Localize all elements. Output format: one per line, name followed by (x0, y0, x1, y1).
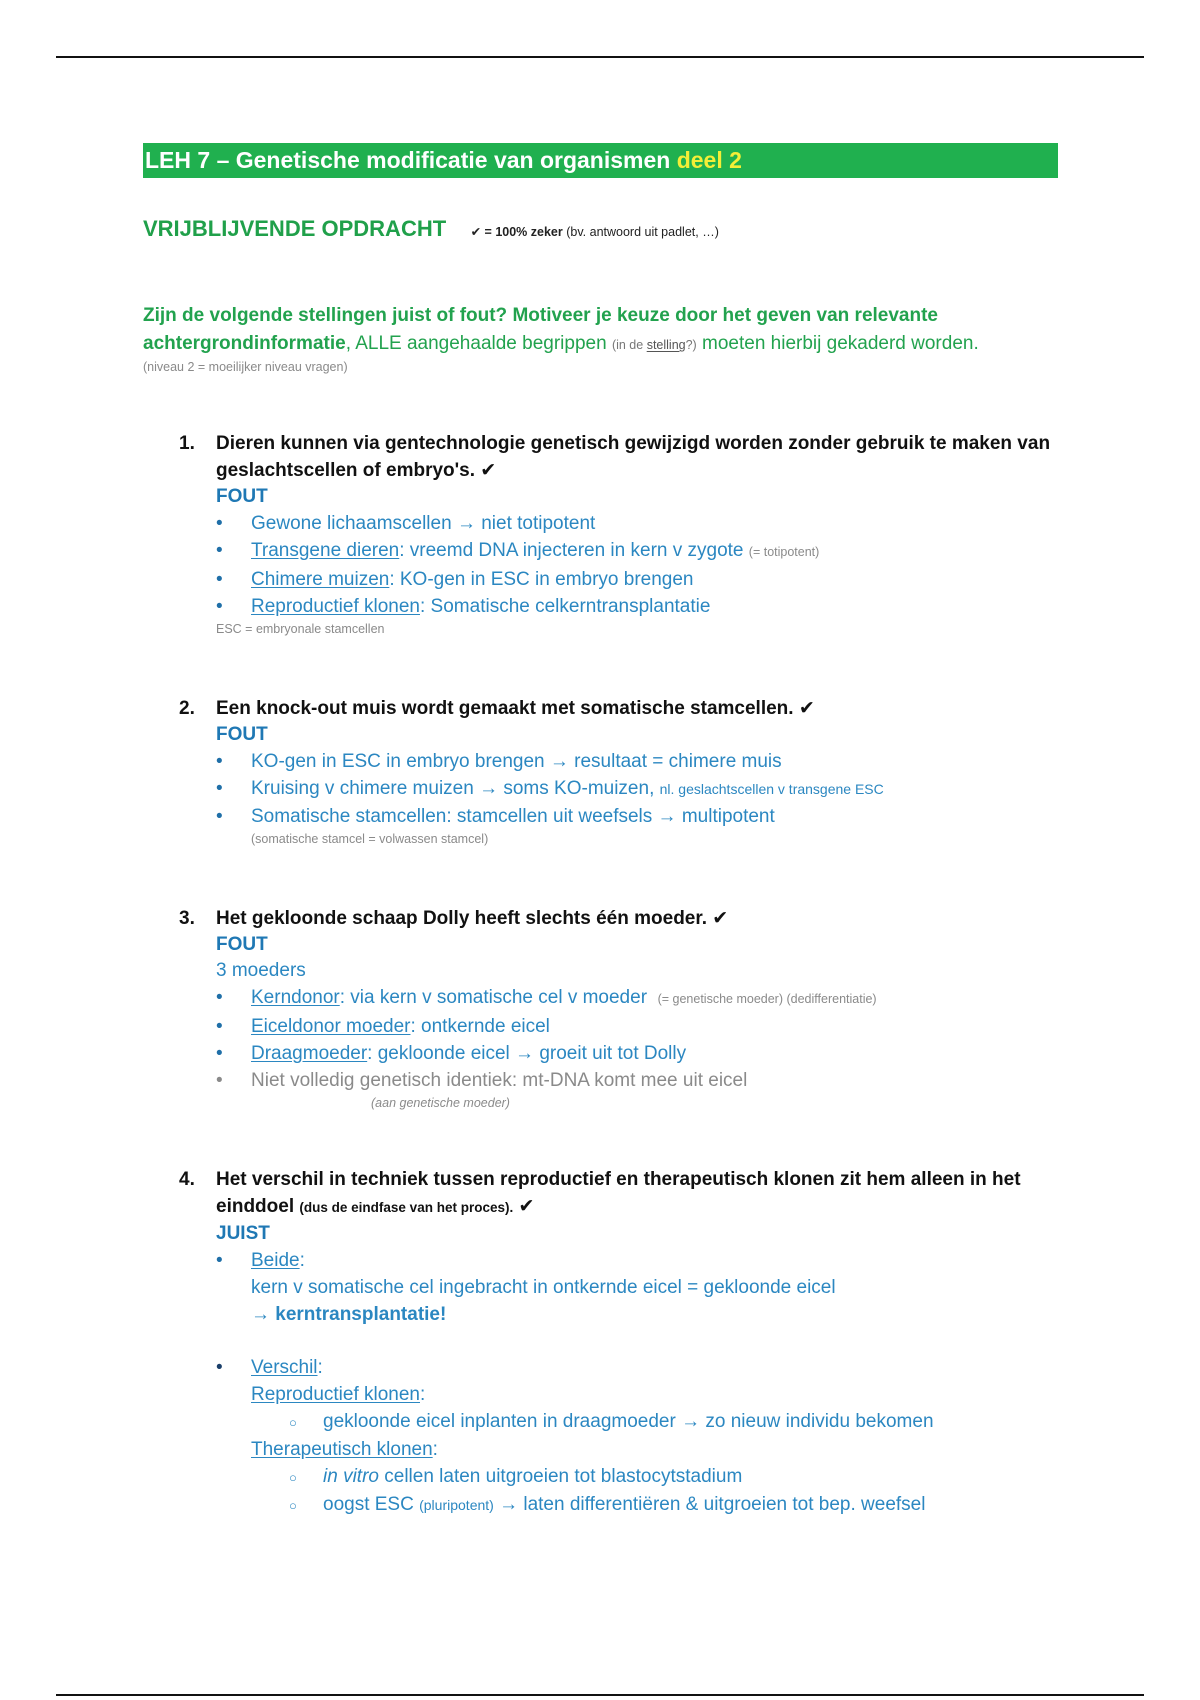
bullet-text: Somatische stamcellen: stamcellen uit weefsels → multipotent (251, 806, 775, 827)
term: Reproductief klonen (251, 1384, 420, 1405)
answer-list (179, 984, 1059, 1112)
list-item (251, 984, 1059, 1013)
item-text: cellen laten uitgroeien tot blastocytstadium (378, 1466, 743, 1487)
list-item (251, 566, 1059, 593)
list-item (251, 775, 1059, 803)
title-main: LEH 7 – Genetische modificatie van organismen (145, 147, 671, 173)
list-item (251, 537, 1059, 566)
stelling-link: stelling (646, 338, 686, 352)
question-4 (179, 1166, 1059, 1519)
verdict: FOUT (216, 724, 268, 745)
bullet-text: : KO-gen in ESC in embryo brengen (389, 569, 694, 590)
term: Reproductief klonen (251, 596, 420, 617)
instructions-rest1: , ALLE aangehaalde begrippen (345, 333, 612, 354)
bullet-text: Niet volledig genetisch identiek: mt-DNA komt mee uit eicel (251, 1070, 748, 1091)
question-statement (179, 695, 1059, 722)
answer-list (179, 748, 1059, 848)
question-statement (179, 430, 1059, 484)
list-item (323, 1463, 1059, 1491)
verdict: JUIST (216, 1223, 270, 1244)
instructions-rest2: moeten hierbij gekaderd worden. (696, 333, 979, 354)
question-number: 2. (179, 698, 195, 719)
list-item-beide: • Beide: kern v somatische cel ingebracht in ontkernde eicel = gekloonde eicel → kerntransplantatie! (251, 1247, 1059, 1328)
beide-line1: kern v somatische cel ingebracht in ontkernde eicel = gekloonde eicel (251, 1277, 836, 1298)
question-2 (179, 695, 1059, 848)
repro-label: Reproductief klonen: (251, 1384, 426, 1405)
statement-text: Het gekloonde schaap Dolly heeft slechts één moeder. ✔ (216, 908, 729, 929)
statement-small: (dus de eindfase van het proces). (299, 1200, 514, 1215)
question-number: 4. (179, 1169, 195, 1190)
answer-list-verschil (179, 1354, 1059, 1519)
small-post: ?) (685, 338, 697, 352)
question-statement (179, 1166, 1059, 1221)
beide-line2: → kerntransplantatie! (251, 1304, 447, 1325)
list-item (251, 593, 1059, 620)
item-text: oogst ESC (323, 1494, 420, 1515)
instructions-small (612, 338, 697, 352)
verdict: FOUT (216, 934, 268, 955)
bullet-text: : Somatische celkerntransplantatie (420, 596, 711, 617)
list-item (251, 510, 1059, 537)
statement-text: Het verschil in techniek tussen reproductief en therapeutisch klonen zit hem alleen in het einddoel (216, 1169, 1021, 1217)
term: Draagmoeder (251, 1043, 368, 1064)
bullet-text: : vreemd DNA injecteren in kern v zygote (399, 540, 744, 561)
list-item (251, 803, 1059, 848)
bullet-text: : gekloonde eicel → groeit uit tot Dolly (367, 1043, 687, 1064)
bullet-subnote: (somatische stamcel = volwassen stamcel) (251, 832, 489, 846)
esc-footnote: ESC = embryonale stamcellen (216, 622, 385, 636)
term: Kerndonor (251, 987, 340, 1008)
instructions-bold: Zijn de volgende stellingen juist of fout? Motiveer je keuze door het geven van relevante achtergrondinformatie (143, 305, 938, 354)
bullet-text: Kruising v chimere muizen → soms KO-muizen, (251, 778, 655, 799)
list-item (251, 1040, 1059, 1067)
bullet-text: : via kern v somatische cel v moeder (339, 987, 648, 1008)
page-content (143, 143, 1058, 375)
question-number: 1. (179, 433, 195, 454)
term: Transgene dieren (251, 540, 400, 561)
bullet-note: (= totipotent) (748, 545, 820, 559)
instructions (143, 302, 1058, 359)
top-rule (56, 56, 1144, 58)
bullet-note: (= genetische moeder) (dedifferentiatie) (657, 992, 877, 1006)
term: Chimere muizen (251, 569, 390, 590)
statement-text: Dieren kunnen via gentechnologie genetisch gewijzigd worden zonder gebruik te maken van geslachtscellen of embryo's. ✔ (216, 433, 1051, 481)
question-number: 3. (179, 908, 195, 929)
item-text: → laten differentiëren & uitgroeien tot bep. weefsel (493, 1494, 926, 1515)
term: Eiceldonor moeder (251, 1016, 411, 1037)
answer-list (179, 1247, 1059, 1328)
list-item (251, 748, 1059, 775)
small-pre: (in de (611, 338, 647, 352)
answer-list (179, 510, 1059, 620)
list-item (251, 1067, 1059, 1112)
list-item (251, 1013, 1059, 1040)
legend-rest: (bv. antwoord uit padlet, …) (566, 225, 719, 239)
certainty-legend (471, 225, 719, 239)
bullet-note: nl. geslachtscellen v transgene ESC (659, 781, 884, 797)
question-3 (179, 905, 1059, 1112)
statement-text: Een knock-out muis wordt gemaakt met somatische stamcellen. ✔ (216, 698, 815, 719)
legend-mark: ✔ = 100% zeker (470, 225, 563, 239)
bottom-rule (56, 1694, 1144, 1696)
list-item: ○ gekloonde eicel inplanten in draagmoeder → zo nieuw individu bekomen (323, 1408, 1059, 1436)
term: Beide (251, 1250, 300, 1271)
term: Verschil (251, 1357, 318, 1378)
thera-label: Therapeutisch klonen: (251, 1439, 438, 1460)
opdracht-heading: VRIJBLIJVENDE OPDRACHT (143, 216, 447, 241)
list-item (323, 1491, 1059, 1519)
list-item-verschil: • Verschil: Reproductief klonen: ○ gekloonde eicel inplanten in draagmoeder → zo nieuw individu bekomen Therapeutisch klonen: ○ in vitro cellen laten uitgroeien tot blastocytstadium ○ oogst ESC (pluripotent) → laten differentiëren & uitgroeien tot bep. weefsel (251, 1354, 1059, 1519)
item-note: (pluripotent) (419, 1497, 494, 1513)
certainty-mark: ✔ (518, 1196, 535, 1217)
question-statement (179, 905, 1059, 932)
term: Therapeutisch klonen (251, 1439, 433, 1460)
bullet-text: Gewone lichaamscellen → niet totipotent (251, 513, 596, 534)
verdict: FOUT (216, 486, 268, 507)
bullet-text: : ontkernde eicel (410, 1016, 550, 1037)
repro-list (251, 1408, 1059, 1436)
question-1 (179, 430, 1059, 638)
niveau-note: (niveau 2 = moeilijker niveau vragen) (143, 360, 348, 374)
page-title (143, 143, 1058, 178)
thera-list (251, 1463, 1059, 1519)
opdracht-row (143, 216, 1058, 246)
subheading: 3 moeders (216, 960, 306, 981)
italic-term: in vitro (323, 1466, 379, 1487)
bullet-text: KO-gen in ESC in embryo brengen → resultaat = chimere muis (251, 751, 782, 772)
bullet-subnote: (aan genetische moeder) (371, 1096, 510, 1110)
title-highlight: deel 2 (676, 147, 742, 173)
